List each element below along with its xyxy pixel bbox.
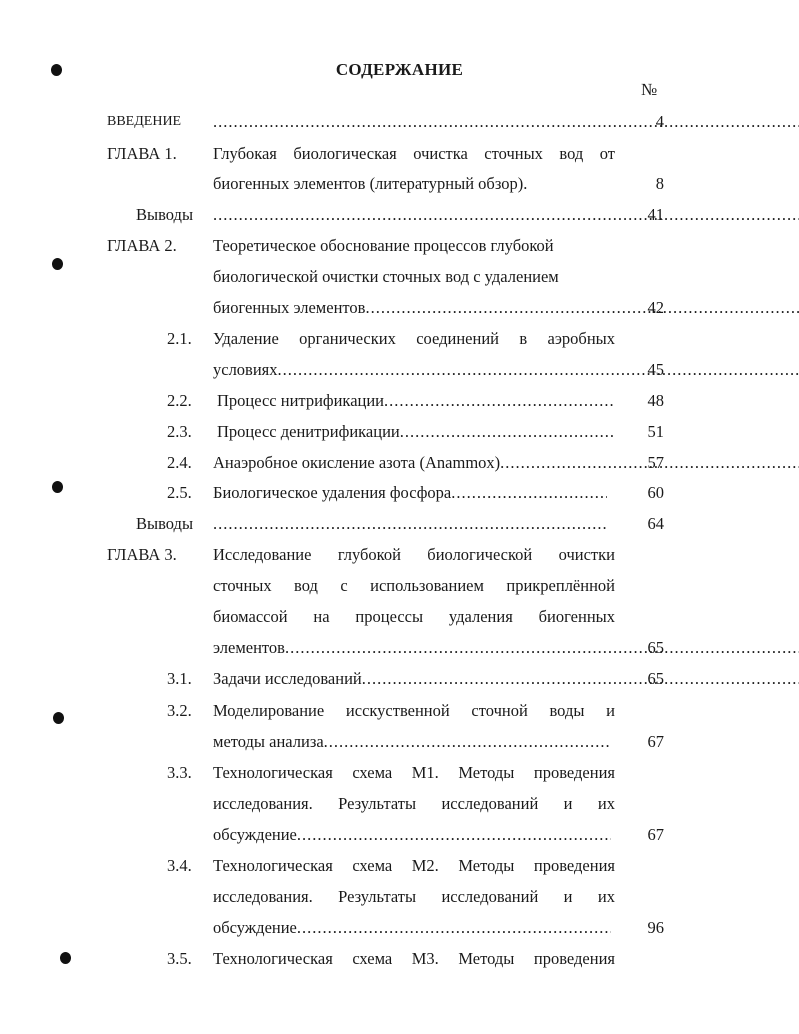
toc-entry — [0, 143, 799, 165]
toc-entry-cont — [0, 793, 799, 815]
toc-entry — [0, 482, 799, 504]
toc-leader — [213, 513, 607, 535]
toc-title-line: Технологическая схема М1. Методы проведения — [213, 763, 615, 782]
toc-title-line: Глубокая биологическая очистка сточных вод от — [213, 144, 615, 163]
toc-page-number: 48 — [647, 391, 664, 410]
toc-leader — [213, 111, 799, 133]
toc-label: Выводы — [136, 205, 194, 224]
toc-title-line: Исследование глубокой биологической очистки — [213, 545, 615, 564]
toc-page-number: 64 — [647, 514, 664, 533]
toc-page-number: 4 — [655, 112, 664, 131]
toc-page-number: 65 — [647, 638, 664, 657]
toc-leader: элементов ..... — [213, 637, 799, 659]
toc-leader: Процесс денитрификации ..... — [217, 421, 615, 443]
toc-entry — [0, 700, 799, 722]
toc-label: 3.5. — [167, 949, 192, 968]
toc-leader: обсуждение ..... — [213, 917, 611, 939]
toc-title-line: Удаление органических соединений в аэробных — [213, 329, 615, 348]
toc-title-line: Теоретическое обоснование процессов глубокой — [213, 236, 554, 255]
toc-title-line: Моделирование исскуственной сточной воды и — [213, 701, 615, 720]
toc-leader: Процесс нитрификации ..... — [217, 390, 615, 412]
toc-entry-cont — [0, 917, 799, 939]
toc-entry-cont — [0, 575, 799, 597]
toc-entry-cont — [0, 173, 799, 195]
toc-entry — [0, 544, 799, 566]
toc-entry — [0, 421, 799, 443]
toc-title-line: Технологическая схема М2. Методы проведения — [213, 856, 615, 875]
toc-leader: методы анализа ..... — [213, 731, 611, 753]
toc-entry — [0, 513, 799, 535]
toc-entry-cont — [0, 266, 799, 288]
toc-leader: Задачи исследований ..... — [213, 668, 799, 690]
toc-label: Выводы — [136, 514, 194, 533]
toc-entry — [0, 111, 799, 133]
toc-entry-cont — [0, 297, 799, 319]
toc-page-number: 67 — [647, 732, 664, 751]
toc-label: ГЛАВА 1. — [107, 144, 177, 163]
toc-title-line: биомассой на процессы удаления биогенных — [213, 607, 615, 626]
toc-page-number: 60 — [647, 483, 664, 502]
page-title: СОДЕРЖАНИЕ — [335, 60, 464, 79]
toc-page-number: 42 — [647, 298, 664, 317]
toc-leader: условиях ..... — [213, 359, 799, 381]
toc-title-line: исследования. Результаты исследований и их — [213, 794, 615, 813]
toc-entry — [0, 204, 799, 226]
toc-leader — [213, 204, 799, 226]
toc-label: 2.4. — [167, 453, 192, 472]
toc-title-line: биологической очистки сточных вод с удалением — [213, 267, 559, 286]
toc-leader: Биологическое удаления фосфора ..... — [213, 482, 607, 504]
toc-leader: обсуждение ..... — [213, 824, 611, 846]
toc-leader: биогенных элементов ..... — [213, 297, 799, 319]
toc-entry-cont — [0, 824, 799, 846]
toc-label: 3.2. — [167, 701, 192, 720]
toc-entry — [0, 855, 799, 877]
toc-label: 2.1. — [167, 329, 192, 348]
toc-label: ГЛАВА 2. — [107, 236, 177, 255]
toc-entry — [0, 762, 799, 784]
toc-entry-cont — [0, 637, 799, 659]
toc-page-number: 51 — [647, 422, 664, 441]
toc-page-number: 57 — [647, 453, 664, 472]
toc-page-number: 8 — [655, 174, 664, 193]
toc-label: 3.4. — [167, 856, 192, 875]
toc-entry — [0, 390, 799, 412]
toc-entry-cont — [0, 886, 799, 908]
toc-entry — [0, 235, 799, 257]
toc-title-line: биогенных элементов (литературный обзор). — [213, 174, 528, 193]
page-number-header: № — [641, 80, 658, 99]
toc-page-number: 41 — [647, 205, 664, 224]
toc-entry-cont — [0, 359, 799, 381]
toc-entry-cont — [0, 606, 799, 628]
toc-title-line: исследования. Результаты исследований и их — [213, 887, 615, 906]
toc-page-number: 67 — [647, 825, 664, 844]
toc-label: ВВЕДЕНИЕ — [107, 114, 182, 129]
toc-entry — [0, 328, 799, 350]
toc-label: 2.2. — [167, 391, 192, 410]
toc-page-number: 65 — [647, 669, 664, 688]
toc-page-number: 96 — [647, 918, 664, 937]
toc-entry — [0, 668, 799, 690]
toc-leader: Анаэробное окисление азота (Anammox) ..... — [213, 452, 799, 474]
toc-title-line: сточных вод с использованием прикреплённой — [213, 576, 615, 595]
toc-label: 2.5. — [167, 483, 192, 502]
toc-label: 2.3. — [167, 422, 192, 441]
toc-page-number: 45 — [647, 360, 664, 379]
toc-title-line: Технологическая схема М3. Методы проведения — [213, 949, 615, 968]
toc-entry — [0, 452, 799, 474]
toc-entry-cont — [0, 731, 799, 753]
toc-entry — [0, 948, 799, 970]
toc-label: ГЛАВА 3. — [107, 545, 177, 564]
toc-label: 3.3. — [167, 763, 192, 782]
toc-label: 3.1. — [167, 669, 192, 688]
